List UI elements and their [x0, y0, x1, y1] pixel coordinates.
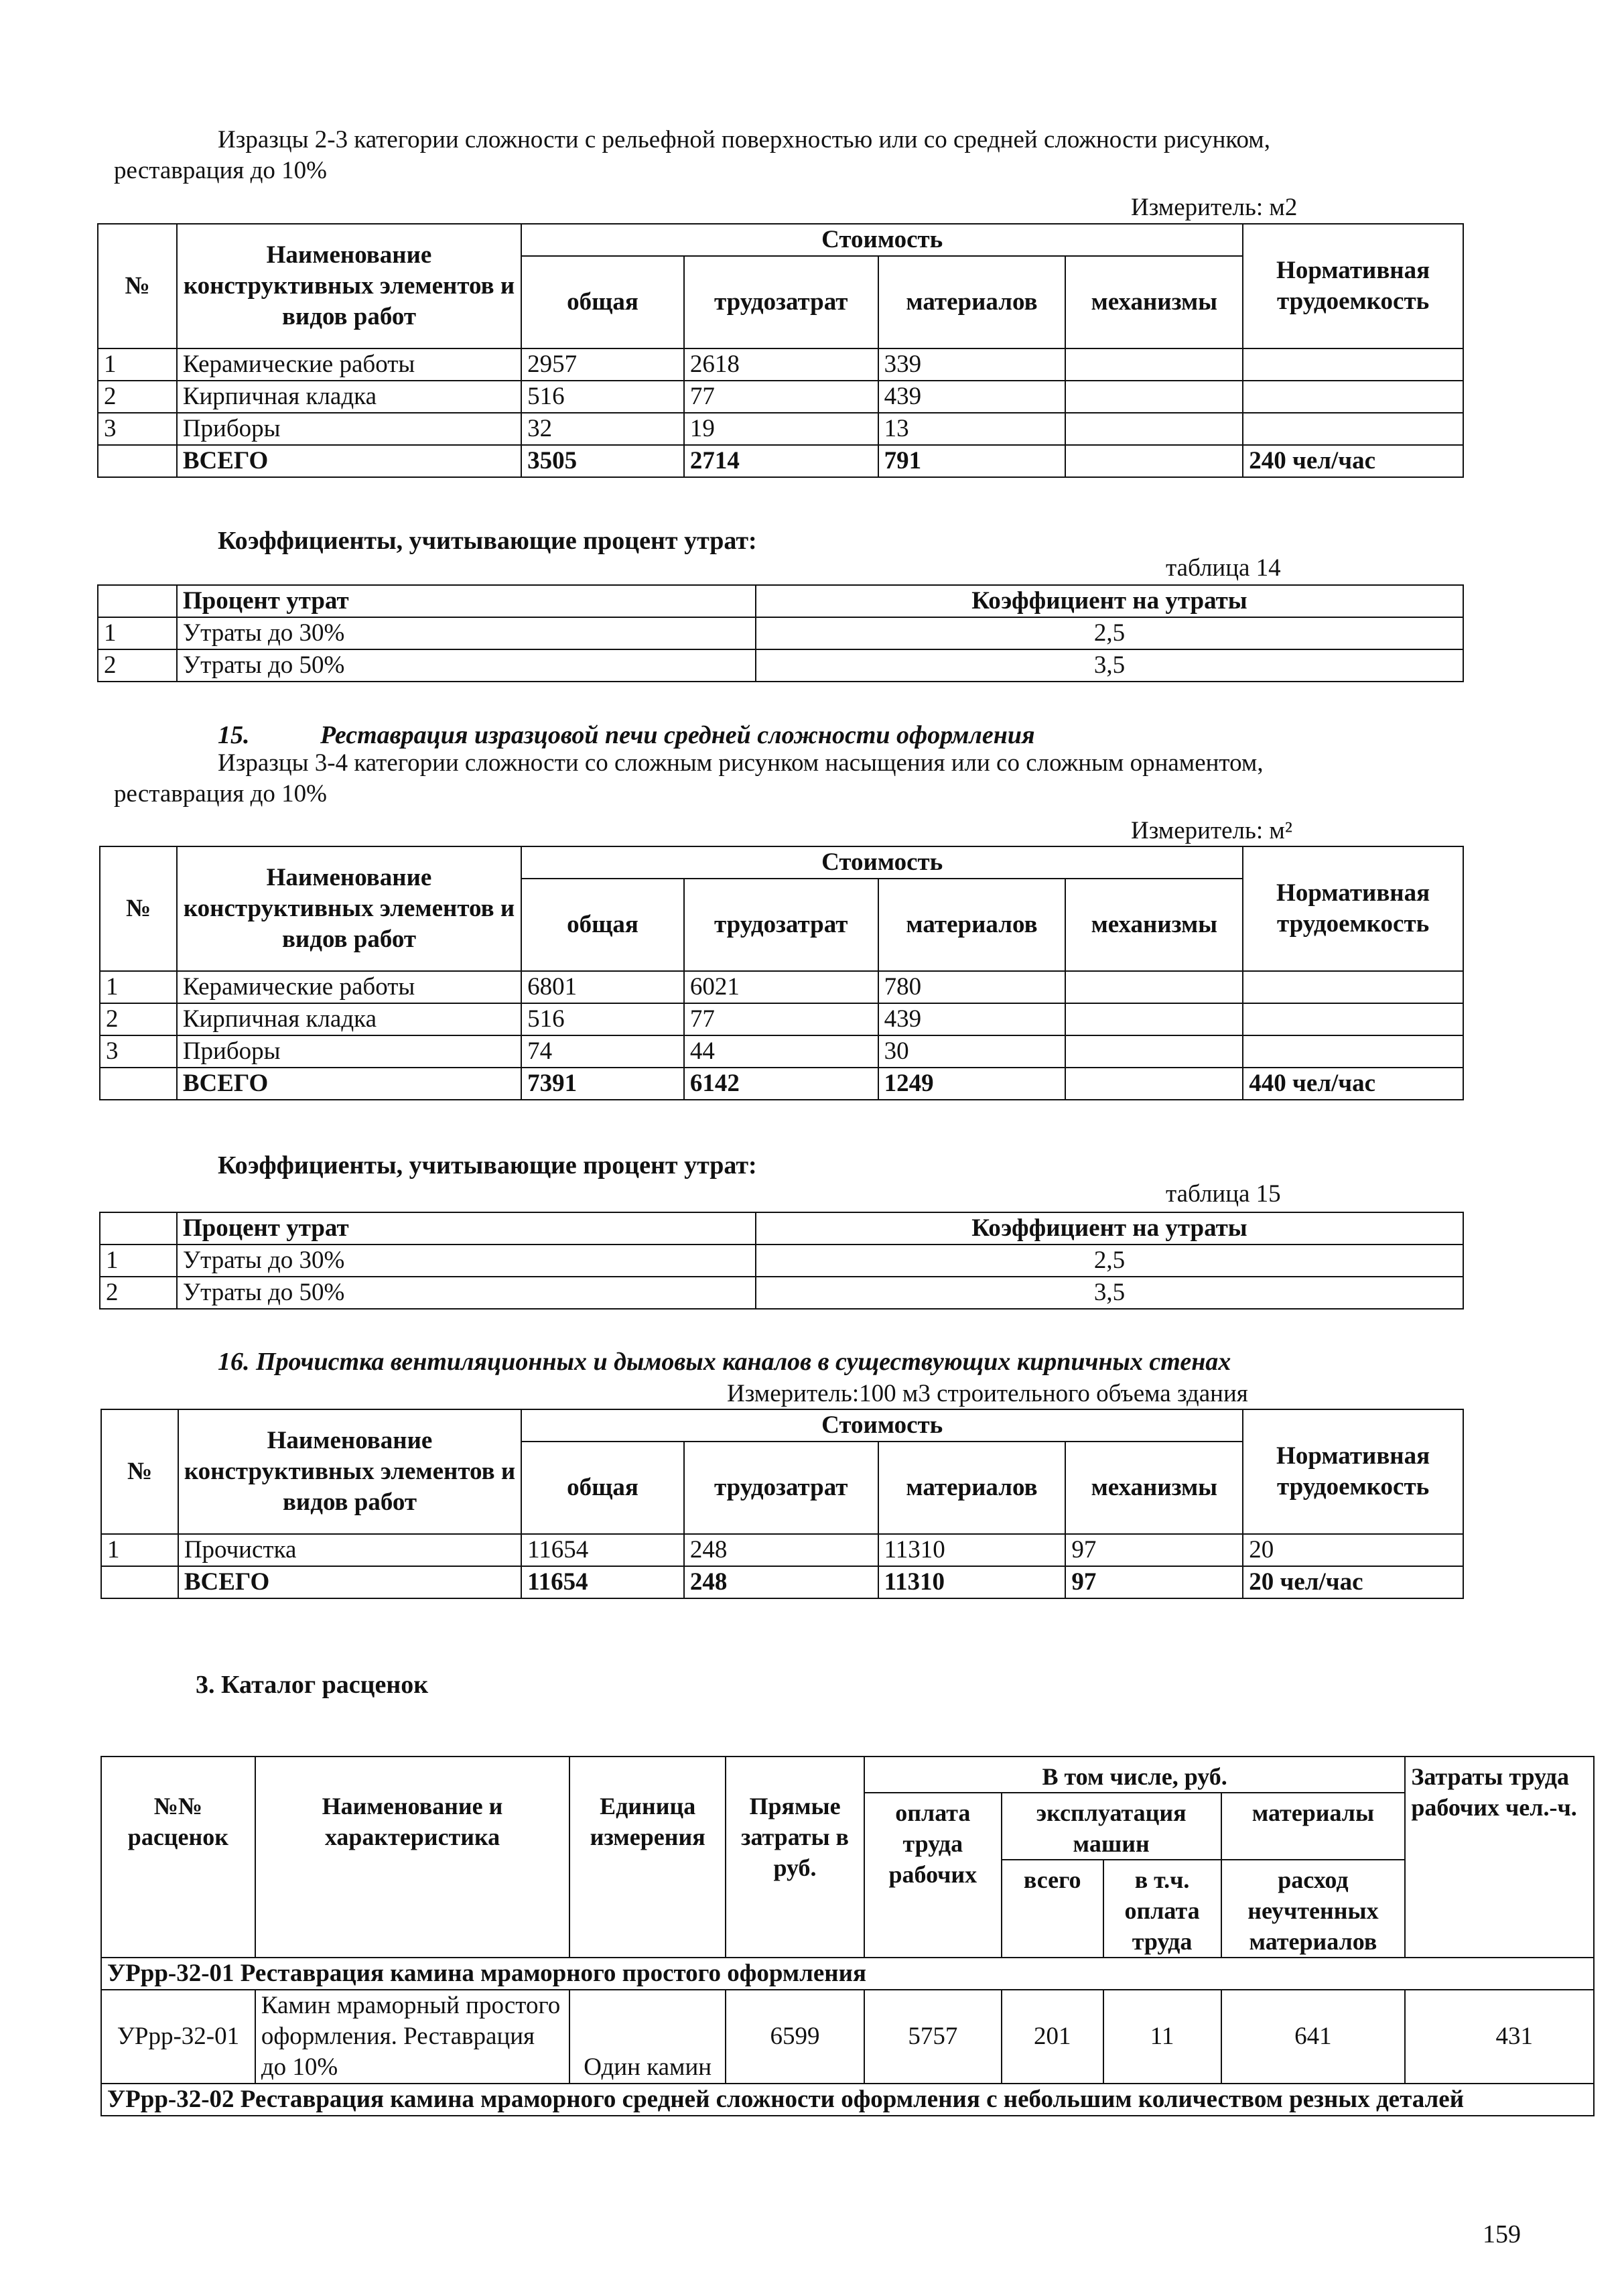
- row-pay: 5757: [864, 1990, 1002, 2084]
- row-name: Приборы: [177, 413, 521, 445]
- col-labor: трудозатрат: [684, 256, 878, 348]
- row-machines: [1065, 1003, 1243, 1035]
- row-num: 2: [98, 381, 177, 413]
- cat-col-mat-sub: расход неучтенных материалов: [1221, 1860, 1406, 1958]
- measure-label: Измеритель: м2: [1131, 194, 1298, 221]
- table-row: [100, 1245, 1463, 1277]
- row-labor: 431: [1405, 1990, 1594, 2084]
- row-num: 2: [100, 1277, 177, 1309]
- col-machines: механизмы: [1065, 1442, 1243, 1534]
- row-mach-pay: 11: [1103, 1990, 1221, 2084]
- row-num: [100, 1068, 177, 1100]
- row-num: 3: [98, 413, 177, 445]
- table-row: [100, 1277, 1463, 1309]
- table-number-15: таблица 15: [1166, 1180, 1281, 1208]
- row-norm: [1243, 1003, 1463, 1035]
- row-norm: [1243, 1035, 1463, 1068]
- row-num: [101, 1566, 178, 1598]
- section-15-line-1: Изразцы 3-4 категории сложности со сложным рисунком насыщения или со сложным орнаментом,: [218, 749, 1264, 777]
- row-machines: [1065, 413, 1243, 445]
- cost-table-1: [97, 223, 1464, 478]
- catalog-group-row: [101, 1958, 1594, 1990]
- row-code: УРрр-32-01: [101, 1990, 255, 2084]
- row-num: 3: [100, 1035, 177, 1068]
- row-machines: [1065, 348, 1243, 381]
- row-value: 2,5: [756, 617, 1463, 649]
- col-machines: механизмы: [1065, 879, 1243, 971]
- col-name: Наименование конструктивных элементов и видов работ: [177, 224, 521, 348]
- row-machines: [1065, 381, 1243, 413]
- table-row: [98, 649, 1463, 682]
- row-labor: 77: [684, 1003, 878, 1035]
- cat-col-pay: оплата труда рабочих: [864, 1793, 1002, 1958]
- row-total: 2957: [521, 348, 684, 381]
- row-num: 1: [100, 1245, 177, 1277]
- row-labor: 19: [684, 413, 878, 445]
- totals-machines: 97: [1065, 1566, 1243, 1598]
- coef-col-percent: Процент утрат: [177, 585, 756, 617]
- cat-col-direct: Прямые затраты в руб.: [726, 1757, 864, 1958]
- table-row: [100, 1003, 1463, 1035]
- col-num: №: [98, 224, 177, 348]
- row-materials: 439: [878, 1003, 1066, 1035]
- col-cost: Стоимость: [521, 224, 1243, 256]
- table-number-14: таблица 14: [1166, 554, 1281, 582]
- catalog-heading: 3. Каталог расценок: [196, 1671, 429, 1699]
- totals-total: 3505: [521, 445, 684, 477]
- table-row: [100, 1035, 1463, 1068]
- row-norm: [1243, 413, 1463, 445]
- section-15-number: 15.: [218, 721, 250, 749]
- totals-total: 7391: [521, 1068, 684, 1100]
- cost-table-2: [99, 846, 1464, 1100]
- row-num: [98, 445, 177, 477]
- col-cost: Стоимость: [521, 1409, 1243, 1442]
- section-16-title: 16. Прочистка вентиляционных и дымовых каналов в существующих кирпичных стенах: [218, 1348, 1231, 1376]
- catalog-group-row: [101, 2084, 1594, 2116]
- intro-line-1: Изразцы 2-3 категории сложности с рельефной поверхностью или со средней сложности рисунком,: [218, 126, 1270, 153]
- totals-row: [101, 1566, 1463, 1598]
- row-norm: 20: [1243, 1534, 1463, 1566]
- row-labor: 77: [684, 381, 878, 413]
- totals-materials: 1249: [878, 1068, 1066, 1100]
- cat-col-machines: эксплуатация машин: [1002, 1793, 1221, 1860]
- row-unit: Один камин: [569, 1990, 726, 2084]
- row-mat: 641: [1221, 1990, 1406, 2084]
- coef-col-value: Коэффициент на утраты: [756, 1212, 1463, 1245]
- coef-col-num: [100, 1212, 177, 1245]
- row-label: Утраты до 50%: [177, 649, 756, 682]
- table-row: [100, 971, 1463, 1003]
- totals-label: ВСЕГО: [177, 1068, 521, 1100]
- row-norm: [1243, 348, 1463, 381]
- row-labor: 6021: [684, 971, 878, 1003]
- row-materials: 780: [878, 971, 1066, 1003]
- row-label: Утраты до 30%: [177, 1245, 756, 1277]
- row-value: 2,5: [756, 1245, 1463, 1277]
- row-name: Прочистка: [178, 1534, 521, 1566]
- row-total: 516: [521, 1003, 684, 1035]
- totals-norm: 440 чел/час: [1243, 1068, 1463, 1100]
- cat-col-included: В том числе, руб.: [864, 1757, 1405, 1793]
- row-total: 74: [521, 1035, 684, 1068]
- table-row: [98, 617, 1463, 649]
- coef-table-2: [99, 1212, 1464, 1310]
- row-labor: 2618: [684, 348, 878, 381]
- row-direct: 6599: [726, 1990, 864, 2084]
- row-num: 1: [98, 617, 177, 649]
- row-norm: [1243, 971, 1463, 1003]
- table-row: [101, 1534, 1463, 1566]
- col-cost: Стоимость: [521, 846, 1243, 879]
- row-name: Кирпичная кладка: [177, 381, 521, 413]
- col-materials: материалов: [878, 256, 1066, 348]
- cat-col-code: №№ расценок: [101, 1757, 255, 1958]
- cat-col-mach-all: всего: [1002, 1860, 1103, 1958]
- section-15-line-2: реставрация до 10%: [114, 780, 327, 808]
- totals-norm: 20 чел/час: [1243, 1566, 1463, 1598]
- col-norm: Нормативная трудоемкость: [1243, 1409, 1463, 1534]
- totals-row: [100, 1068, 1463, 1100]
- row-name: Кирпичная кладка: [177, 1003, 521, 1035]
- row-name: Керамические работы: [177, 348, 521, 381]
- row-name: Приборы: [177, 1035, 521, 1068]
- col-total: общая: [521, 256, 684, 348]
- row-labor: 248: [684, 1534, 878, 1566]
- cat-col-materials: материалы: [1221, 1793, 1406, 1860]
- row-materials: 11310: [878, 1534, 1066, 1566]
- totals-label: ВСЕГО: [178, 1566, 521, 1598]
- catalog-row: [101, 1990, 1594, 2084]
- row-name: Камин мраморный простого оформления. Реставрация до 10%: [255, 1990, 569, 2084]
- catalog-group-2: УРрр-32-02 Реставрация камина мраморного средней сложности оформления с небольшим количеством резных деталей: [101, 2084, 1594, 2116]
- col-norm: Нормативная трудоемкость: [1243, 224, 1463, 348]
- row-norm: [1243, 381, 1463, 413]
- totals-labor: 248: [684, 1566, 878, 1598]
- col-materials: материалов: [878, 879, 1066, 971]
- totals-machines: [1065, 445, 1243, 477]
- col-name: Наименование конструктивных элементов и видов работ: [178, 1409, 521, 1534]
- measure-label-3: Измеритель:100 м3 строительного объема здания: [727, 1380, 1248, 1407]
- col-labor: трудозатрат: [684, 1442, 878, 1534]
- col-norm: Нормативная трудоемкость: [1243, 846, 1463, 971]
- coef-col-percent: Процент утрат: [177, 1212, 756, 1245]
- table-row: [98, 413, 1463, 445]
- row-machines: 97: [1065, 1534, 1243, 1566]
- table-row: [98, 381, 1463, 413]
- totals-row: [98, 445, 1463, 477]
- col-num: №: [101, 1409, 178, 1534]
- table-row: [98, 348, 1463, 381]
- row-num: 1: [100, 971, 177, 1003]
- row-materials: 339: [878, 348, 1066, 381]
- row-label: Утраты до 30%: [177, 617, 756, 649]
- page-number: 159: [1483, 2220, 1521, 2248]
- row-materials: 439: [878, 381, 1066, 413]
- catalog-clip: [100, 1756, 1577, 2161]
- row-value: 3,5: [756, 649, 1463, 682]
- totals-norm: 240 чел/час: [1243, 445, 1463, 477]
- col-name: Наименование конструктивных элементов и видов работ: [177, 846, 521, 971]
- coef-col-value: Коэффициент на утраты: [756, 585, 1463, 617]
- totals-labor: 6142: [684, 1068, 878, 1100]
- row-materials: 13: [878, 413, 1066, 445]
- cat-col-name: Наименование и характеристика: [255, 1757, 569, 1958]
- cat-col-labor: Затраты труда рабочих чел.-ч.: [1405, 1757, 1594, 1958]
- catalog-group-1: УРрр-32-01 Реставрация камина мраморного простого оформления: [101, 1958, 1594, 1990]
- col-total: общая: [521, 879, 684, 971]
- row-materials: 30: [878, 1035, 1066, 1068]
- coef-table-1: [97, 584, 1464, 682]
- col-materials: материалов: [878, 1442, 1066, 1534]
- row-label: Утраты до 50%: [177, 1277, 756, 1309]
- col-num: №: [100, 846, 177, 971]
- row-labor: 44: [684, 1035, 878, 1068]
- col-total: общая: [521, 1442, 684, 1534]
- row-total: 11654: [521, 1534, 684, 1566]
- row-machines: [1065, 1035, 1243, 1068]
- cost-table-3: [100, 1409, 1464, 1599]
- coef-heading-1: Коэффициенты, учитывающие процент утрат:: [218, 527, 757, 555]
- row-machines: [1065, 971, 1243, 1003]
- row-mach-all: 201: [1002, 1990, 1103, 2084]
- intro-line-2: реставрация до 10%: [114, 157, 327, 184]
- section-15-title: Реставрация изразцовой печи средней сложности оформления: [320, 721, 1035, 749]
- row-num: 1: [101, 1534, 178, 1566]
- coef-col-num: [98, 585, 177, 617]
- row-name: Керамические работы: [177, 971, 521, 1003]
- row-num: 2: [100, 1003, 177, 1035]
- cat-col-mach-pay: в т.ч. оплата труда: [1103, 1860, 1221, 1958]
- coef-heading-2: Коэффициенты, учитывающие процент утрат:: [218, 1151, 757, 1179]
- row-num: 1: [98, 348, 177, 381]
- row-total: 6801: [521, 971, 684, 1003]
- totals-machines: [1065, 1068, 1243, 1100]
- catalog-table: [100, 1756, 1595, 2116]
- row-total: 32: [521, 413, 684, 445]
- row-num: 2: [98, 649, 177, 682]
- row-value: 3,5: [756, 1277, 1463, 1309]
- totals-total: 11654: [521, 1566, 684, 1598]
- totals-label: ВСЕГО: [177, 445, 521, 477]
- totals-materials: 791: [878, 445, 1066, 477]
- totals-materials: 11310: [878, 1566, 1066, 1598]
- row-total: 516: [521, 381, 684, 413]
- col-labor: трудозатрат: [684, 879, 878, 971]
- measure-label-2: Измеритель: м²: [1131, 817, 1292, 844]
- totals-labor: 2714: [684, 445, 878, 477]
- cat-col-unit: Единица измерения: [569, 1757, 726, 1958]
- col-machines: механизмы: [1065, 256, 1243, 348]
